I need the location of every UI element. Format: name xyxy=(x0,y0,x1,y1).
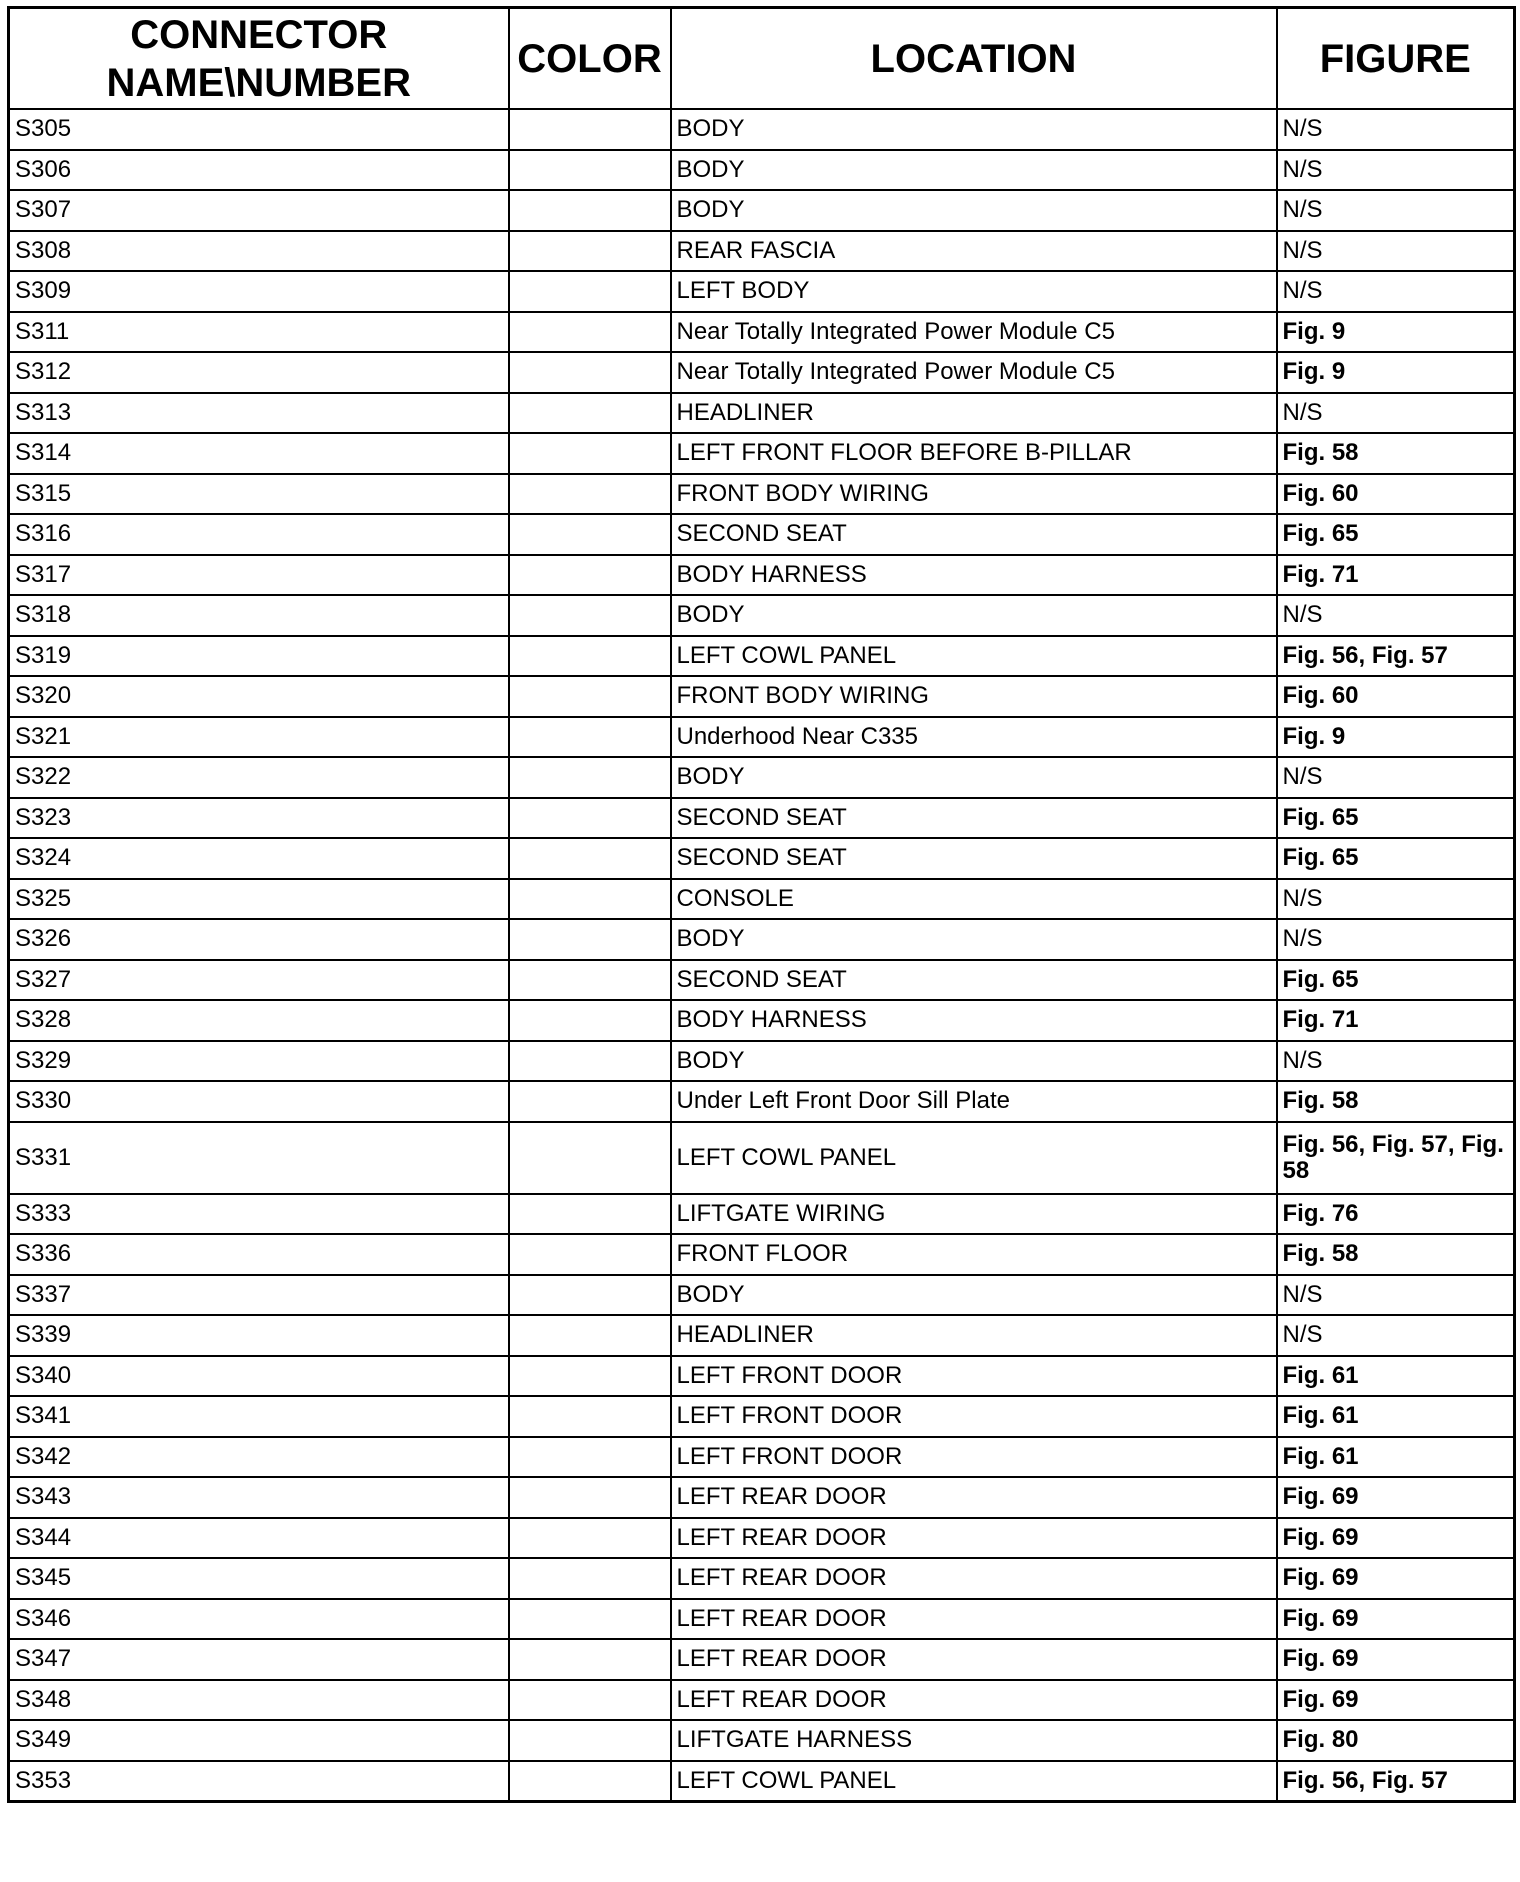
color-cell xyxy=(509,190,671,231)
table-row xyxy=(9,190,1515,231)
table-row xyxy=(9,879,1515,920)
table-row xyxy=(9,393,1515,434)
figure-cell: Fig. 56, Fig. 57 xyxy=(1277,1761,1515,1802)
table-row xyxy=(9,1275,1515,1316)
color-cell xyxy=(509,150,671,191)
connector-name-cell: S312 xyxy=(9,352,509,393)
table-row xyxy=(9,312,1515,353)
figure-cell: Fig. 61 xyxy=(1277,1437,1515,1478)
figure-cell: Fig. 58 xyxy=(1277,433,1515,474)
color-cell xyxy=(509,1000,671,1041)
connector-name-cell: S309 xyxy=(9,271,509,312)
location-cell: BODY HARNESS xyxy=(671,1000,1277,1041)
table-row xyxy=(9,1396,1515,1437)
color-cell xyxy=(509,1477,671,1518)
color-cell xyxy=(509,636,671,677)
connector-name-cell: S320 xyxy=(9,676,509,717)
table-row xyxy=(9,1041,1515,1082)
connector-name-cell: S337 xyxy=(9,1275,509,1316)
table-row xyxy=(9,838,1515,879)
location-cell: SECOND SEAT xyxy=(671,960,1277,1001)
connector-name-cell: S321 xyxy=(9,717,509,758)
table-row xyxy=(9,1558,1515,1599)
figure-cell: Fig. 9 xyxy=(1277,717,1515,758)
location-cell: LEFT FRONT DOOR xyxy=(671,1356,1277,1397)
table-row xyxy=(9,1356,1515,1397)
table-row xyxy=(9,1437,1515,1478)
table-row xyxy=(9,1720,1515,1761)
location-cell: BODY xyxy=(671,595,1277,636)
connector-name-cell: S306 xyxy=(9,150,509,191)
figure-cell: Fig. 9 xyxy=(1277,312,1515,353)
color-cell xyxy=(509,1234,671,1275)
figure-cell: Fig. 9 xyxy=(1277,352,1515,393)
figure-cell: Fig. 60 xyxy=(1277,474,1515,515)
table-row xyxy=(9,474,1515,515)
connector-name-cell: S346 xyxy=(9,1599,509,1640)
table-row xyxy=(9,1081,1515,1122)
connector-name-cell: S318 xyxy=(9,595,509,636)
figure-cell: Fig. 69 xyxy=(1277,1518,1515,1559)
connector-name-cell: S325 xyxy=(9,879,509,920)
color-cell xyxy=(509,474,671,515)
location-cell: LEFT REAR DOOR xyxy=(671,1558,1277,1599)
connector-name-cell: S331 xyxy=(9,1122,509,1194)
location-cell: BODY xyxy=(671,150,1277,191)
header-connector-line2: NAME\NUMBER xyxy=(106,60,411,105)
connector-name-cell: S348 xyxy=(9,1680,509,1721)
table-row xyxy=(9,1518,1515,1559)
location-cell: LIFTGATE HARNESS xyxy=(671,1720,1277,1761)
connector-name-cell: S316 xyxy=(9,514,509,555)
header-connector-name xyxy=(9,8,509,110)
figure-cell: Fig. 61 xyxy=(1277,1396,1515,1437)
color-cell xyxy=(509,798,671,839)
connector-name-cell: S323 xyxy=(9,798,509,839)
location-cell: SECOND SEAT xyxy=(671,514,1277,555)
connector-name-cell: S327 xyxy=(9,960,509,1001)
figure-cell: Fig. 58 xyxy=(1277,1234,1515,1275)
color-cell xyxy=(509,393,671,434)
figure-cell: Fig. 69 xyxy=(1277,1639,1515,1680)
location-cell: BODY xyxy=(671,919,1277,960)
figure-cell: N/S xyxy=(1277,1315,1515,1356)
location-cell: BODY xyxy=(671,109,1277,150)
connector-name-cell: S326 xyxy=(9,919,509,960)
header-color: COLOR xyxy=(509,8,671,110)
color-cell xyxy=(509,1639,671,1680)
color-cell xyxy=(509,1761,671,1802)
connector-name-cell: S313 xyxy=(9,393,509,434)
location-cell: REAR FASCIA xyxy=(671,231,1277,272)
location-cell: Near Totally Integrated Power Module C5 xyxy=(671,352,1277,393)
location-cell: HEADLINER xyxy=(671,393,1277,434)
figure-cell: Fig. 56, Fig. 57 xyxy=(1277,636,1515,677)
connector-name-cell: S328 xyxy=(9,1000,509,1041)
connector-name-cell: S343 xyxy=(9,1477,509,1518)
location-cell: LEFT FRONT DOOR xyxy=(671,1437,1277,1478)
location-cell: FRONT FLOOR xyxy=(671,1234,1277,1275)
connector-name-cell: S324 xyxy=(9,838,509,879)
table-row xyxy=(9,231,1515,272)
figure-cell: N/S xyxy=(1277,231,1515,272)
table-row xyxy=(9,717,1515,758)
color-cell xyxy=(509,1122,671,1194)
figure-cell: Fig. 58 xyxy=(1277,1081,1515,1122)
connector-name-cell: S353 xyxy=(9,1761,509,1802)
location-cell: LEFT COWL PANEL xyxy=(671,636,1277,677)
figure-cell: Fig. 69 xyxy=(1277,1599,1515,1640)
connector-name-cell: S305 xyxy=(9,109,509,150)
location-cell: LEFT REAR DOOR xyxy=(671,1518,1277,1559)
color-cell xyxy=(509,109,671,150)
header-connector-line1: CONNECTOR xyxy=(130,12,388,57)
table-row xyxy=(9,150,1515,191)
location-cell: FRONT BODY WIRING xyxy=(671,676,1277,717)
location-cell: BODY xyxy=(671,757,1277,798)
color-cell xyxy=(509,555,671,596)
location-cell: LIFTGATE WIRING xyxy=(671,1194,1277,1235)
connector-name-cell: S344 xyxy=(9,1518,509,1559)
color-cell xyxy=(509,433,671,474)
color-cell xyxy=(509,717,671,758)
color-cell xyxy=(509,879,671,920)
header-location: LOCATION xyxy=(671,8,1277,110)
table-row xyxy=(9,1761,1515,1802)
figure-cell: Fig. 69 xyxy=(1277,1558,1515,1599)
color-cell xyxy=(509,231,671,272)
color-cell xyxy=(509,1680,671,1721)
header-figure: FIGURE xyxy=(1277,8,1515,110)
table-row xyxy=(9,1315,1515,1356)
color-cell xyxy=(509,757,671,798)
figure-cell: Fig. 69 xyxy=(1277,1680,1515,1721)
color-cell xyxy=(509,1599,671,1640)
figure-cell: Fig. 56, Fig. 57, Fig. 58 xyxy=(1277,1122,1515,1194)
color-cell xyxy=(509,676,671,717)
location-cell: LEFT REAR DOOR xyxy=(671,1680,1277,1721)
table-row xyxy=(9,919,1515,960)
table-row xyxy=(9,1477,1515,1518)
table-row xyxy=(9,1000,1515,1041)
connector-name-cell: S319 xyxy=(9,636,509,677)
location-cell: LEFT BODY xyxy=(671,271,1277,312)
location-cell: BODY xyxy=(671,190,1277,231)
connector-name-cell: S341 xyxy=(9,1396,509,1437)
color-cell xyxy=(509,1081,671,1122)
figure-cell: Fig. 65 xyxy=(1277,838,1515,879)
figure-cell: Fig. 65 xyxy=(1277,514,1515,555)
figure-cell: N/S xyxy=(1277,393,1515,434)
table-row xyxy=(9,1599,1515,1640)
figure-cell: N/S xyxy=(1277,919,1515,960)
figure-cell: Fig. 76 xyxy=(1277,1194,1515,1235)
location-cell: Underhood Near C335 xyxy=(671,717,1277,758)
figure-cell: N/S xyxy=(1277,190,1515,231)
location-cell: LEFT REAR DOOR xyxy=(671,1599,1277,1640)
color-cell xyxy=(509,271,671,312)
connector-name-cell: S311 xyxy=(9,312,509,353)
connector-name-cell: S322 xyxy=(9,757,509,798)
table-row xyxy=(9,514,1515,555)
table-row xyxy=(9,1680,1515,1721)
connector-name-cell: S330 xyxy=(9,1081,509,1122)
color-cell xyxy=(509,960,671,1001)
table-row xyxy=(9,1194,1515,1235)
location-cell: SECOND SEAT xyxy=(671,798,1277,839)
color-cell xyxy=(509,595,671,636)
location-cell: LEFT REAR DOOR xyxy=(671,1477,1277,1518)
figure-cell: N/S xyxy=(1277,109,1515,150)
color-cell xyxy=(509,1194,671,1235)
connector-name-cell: S342 xyxy=(9,1437,509,1478)
connector-name-cell: S308 xyxy=(9,231,509,272)
figure-cell: Fig. 80 xyxy=(1277,1720,1515,1761)
connector-name-cell: S339 xyxy=(9,1315,509,1356)
figure-cell: N/S xyxy=(1277,879,1515,920)
color-cell xyxy=(509,1518,671,1559)
table-row xyxy=(9,1234,1515,1275)
figure-cell: N/S xyxy=(1277,150,1515,191)
connector-name-cell: S329 xyxy=(9,1041,509,1082)
color-cell xyxy=(509,1315,671,1356)
location-cell: LEFT FRONT DOOR xyxy=(671,1396,1277,1437)
location-cell: BODY HARNESS xyxy=(671,555,1277,596)
color-cell xyxy=(509,352,671,393)
color-cell xyxy=(509,1558,671,1599)
figure-cell: Fig. 61 xyxy=(1277,1356,1515,1397)
color-cell xyxy=(509,1396,671,1437)
figure-cell: N/S xyxy=(1277,1041,1515,1082)
table-row xyxy=(9,798,1515,839)
location-cell: Under Left Front Door Sill Plate xyxy=(671,1081,1277,1122)
table-body xyxy=(9,109,1515,1802)
location-cell: LEFT REAR DOOR xyxy=(671,1639,1277,1680)
location-cell: FRONT BODY WIRING xyxy=(671,474,1277,515)
table-row xyxy=(9,757,1515,798)
connector-name-cell: S333 xyxy=(9,1194,509,1235)
color-cell xyxy=(509,1275,671,1316)
table-row xyxy=(9,960,1515,1001)
color-cell xyxy=(509,1437,671,1478)
table-row xyxy=(9,636,1515,677)
figure-cell: Fig. 60 xyxy=(1277,676,1515,717)
location-cell: LEFT COWL PANEL xyxy=(671,1761,1277,1802)
table-row xyxy=(9,433,1515,474)
connector-name-cell: S340 xyxy=(9,1356,509,1397)
location-cell: CONSOLE xyxy=(671,879,1277,920)
location-cell: HEADLINER xyxy=(671,1315,1277,1356)
location-cell: BODY xyxy=(671,1275,1277,1316)
color-cell xyxy=(509,514,671,555)
connector-name-cell: S314 xyxy=(9,433,509,474)
figure-cell: N/S xyxy=(1277,595,1515,636)
location-cell: Near Totally Integrated Power Module C5 xyxy=(671,312,1277,353)
connector-table xyxy=(7,6,1516,1803)
location-cell: LEFT COWL PANEL xyxy=(671,1122,1277,1194)
table-row xyxy=(9,676,1515,717)
table-row xyxy=(9,555,1515,596)
figure-cell: N/S xyxy=(1277,757,1515,798)
figure-cell: N/S xyxy=(1277,1275,1515,1316)
table-row xyxy=(9,595,1515,636)
figure-cell: Fig. 71 xyxy=(1277,1000,1515,1041)
connector-name-cell: S349 xyxy=(9,1720,509,1761)
location-cell: BODY xyxy=(671,1041,1277,1082)
table-row xyxy=(9,1122,1515,1194)
table-row xyxy=(9,1639,1515,1680)
color-cell xyxy=(509,1720,671,1761)
color-cell xyxy=(509,1356,671,1397)
figure-cell: Fig. 65 xyxy=(1277,798,1515,839)
connector-name-cell: S336 xyxy=(9,1234,509,1275)
connector-name-cell: S345 xyxy=(9,1558,509,1599)
table-row xyxy=(9,271,1515,312)
location-cell: SECOND SEAT xyxy=(671,838,1277,879)
connector-name-cell: S317 xyxy=(9,555,509,596)
figure-cell: Fig. 69 xyxy=(1277,1477,1515,1518)
connector-name-cell: S315 xyxy=(9,474,509,515)
color-cell xyxy=(509,919,671,960)
connector-name-cell: S347 xyxy=(9,1639,509,1680)
table-row xyxy=(9,352,1515,393)
location-cell: LEFT FRONT FLOOR BEFORE B-PILLAR xyxy=(671,433,1277,474)
figure-cell: Fig. 71 xyxy=(1277,555,1515,596)
table-row xyxy=(9,109,1515,150)
header-row xyxy=(9,8,1515,110)
color-cell xyxy=(509,1041,671,1082)
color-cell xyxy=(509,312,671,353)
connector-name-cell: S307 xyxy=(9,190,509,231)
figure-cell: Fig. 65 xyxy=(1277,960,1515,1001)
figure-cell: N/S xyxy=(1277,271,1515,312)
table-header xyxy=(9,8,1515,110)
color-cell xyxy=(509,838,671,879)
